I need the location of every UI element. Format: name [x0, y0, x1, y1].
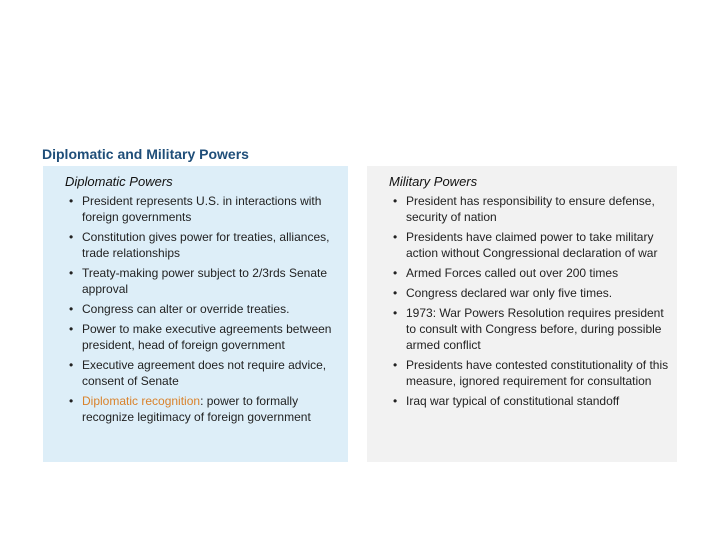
list-item: • Power to make executive agreements between president, head of foreign government: [69, 322, 332, 352]
list-item: • Congress declared war only five times.: [393, 286, 613, 300]
bullet-icon: •: [69, 266, 74, 280]
diplomatic-powers-panel: [43, 166, 348, 462]
list-item: • Diplomatic recognition: power to formally recognize legitimacy of foreign government: [69, 394, 311, 424]
military-powers-list: [393, 193, 675, 413]
bullet-icon: •: [69, 194, 74, 208]
diplomatic-powers-heading: Diplomatic Powers: [65, 174, 173, 189]
bullet-icon: •: [69, 358, 74, 372]
list-item: • Treaty-making power subject to 2/3rds Senate approval: [69, 266, 328, 296]
list-item: • Presidents have contested constitutionality of this measure, ignored requirement for consultation: [393, 358, 669, 388]
list-item: • Armed Forces called out over 200 times: [393, 266, 619, 280]
diplomatic-recognition-term: Diplomatic recognition: [82, 394, 201, 408]
list-item: • President represents U.S. in interactions with foreign governments: [69, 194, 322, 224]
list-item: • Presidents have claimed power to take military action without Congressional declaration of war: [393, 230, 658, 260]
bullet-icon: •: [69, 230, 74, 244]
bullet-icon: •: [393, 266, 398, 280]
military-powers-panel: [367, 166, 677, 462]
list-item: • Executive agreement does not require advice, consent of Senate: [69, 358, 327, 388]
bullet-icon: •: [393, 194, 398, 208]
military-powers-heading: Military Powers: [389, 174, 478, 189]
bullet-icon: •: [393, 230, 398, 244]
bullet-icon: •: [69, 322, 74, 336]
bullet-icon: •: [69, 394, 74, 408]
bullet-icon: •: [393, 286, 398, 300]
diplomatic-powers-list: [69, 193, 347, 429]
bullet-icon: •: [393, 394, 398, 408]
page-title: Diplomatic and Military Powers: [42, 146, 249, 162]
bullet-icon: •: [69, 302, 74, 316]
list-item: • 1973: War Powers Resolution requires president to consult with Congress before, during possible armed conflict: [393, 306, 664, 352]
list-item: • Congress can alter or override treaties.: [69, 302, 290, 316]
list-item: • Constitution gives power for treaties, alliances, trade relationships: [69, 230, 330, 260]
bullet-icon: •: [393, 358, 398, 372]
list-item: • Iraq war typical of constitutional standoff: [393, 394, 620, 408]
bullet-icon: •: [393, 306, 398, 320]
list-item: • President has responsibility to ensure defense, security of nation: [393, 194, 655, 224]
